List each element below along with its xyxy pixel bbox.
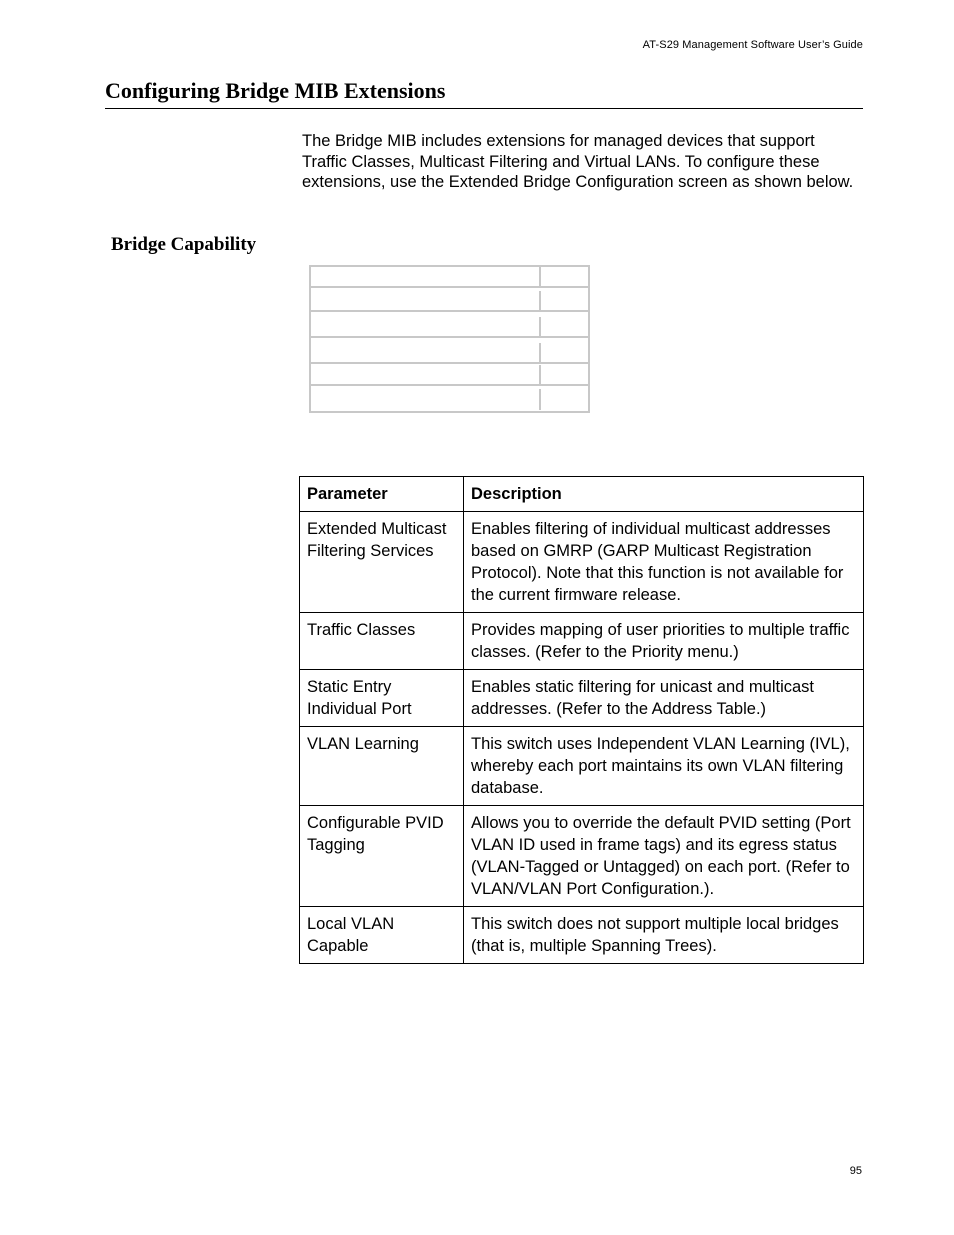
description-cell: Provides mapping of user priorities to multiple traffic classes. (Refer to the Priority menu.)	[464, 613, 864, 670]
description-cell: Allows you to override the default PVID setting (Port VLAN ID used in frame tags) and its egress status (VLAN-Tagged or Untagged) on each port. (Refer to VLAN/VLAN Port Configuration.).	[464, 806, 864, 907]
figure-row	[311, 317, 588, 338]
parameter-cell: Extended Multicast Filtering Services	[300, 512, 464, 613]
table-row	[300, 613, 864, 670]
parameter-cell: Local VLAN Capable	[300, 907, 464, 964]
description-cell: This switch uses Independent VLAN Learning (IVL), whereby each port maintains its own VLAN filtering database.	[464, 727, 864, 806]
description-cell: Enables static filtering for unicast and multicast addresses. (Refer to the Address Table.)	[464, 670, 864, 727]
bridge-capability-screen-figure	[309, 265, 590, 413]
description-cell: This switch does not support multiple local bridges (that is, multiple Spanning Trees).	[464, 907, 864, 964]
table-row	[300, 512, 864, 613]
figure-row	[311, 343, 588, 364]
parameter-cell: Traffic Classes	[300, 613, 464, 670]
table-row	[300, 670, 864, 727]
table-row	[300, 727, 864, 806]
figure-row	[311, 365, 588, 386]
section-title: Configuring Bridge MIB Extensions	[105, 78, 863, 109]
column-header-description: Description	[464, 477, 864, 512]
parameter-cell: VLAN Learning	[300, 727, 464, 806]
table-header-row	[300, 477, 864, 512]
subsection-title: Bridge Capability	[111, 234, 257, 255]
parameter-table	[299, 476, 864, 964]
description-cell: Enables filtering of individual multicast addresses based on GMRP (GARP Multicast Registration Protocol). Note that this function is not available for the current firmware release.	[464, 512, 864, 613]
parameter-cell: Static Entry Individual Port	[300, 670, 464, 727]
table-row	[300, 806, 864, 907]
table-row	[300, 907, 864, 964]
intro-paragraph: The Bridge MIB includes extensions for managed devices that support Traffic Classes, Multicast Filtering and Virtual LANs. To configure these extensions, use the Extended Bridge Configuration screen as shown below.	[302, 132, 854, 191]
running-header: AT-S29 Management Software User’s Guide	[642, 39, 863, 51]
column-header-parameter: Parameter	[300, 477, 464, 512]
figure-row	[311, 389, 588, 410]
figure-row	[311, 291, 588, 312]
parameter-cell: Configurable PVID Tagging	[300, 806, 464, 907]
page-number: 95	[849, 1165, 862, 1177]
figure-row	[311, 267, 588, 288]
